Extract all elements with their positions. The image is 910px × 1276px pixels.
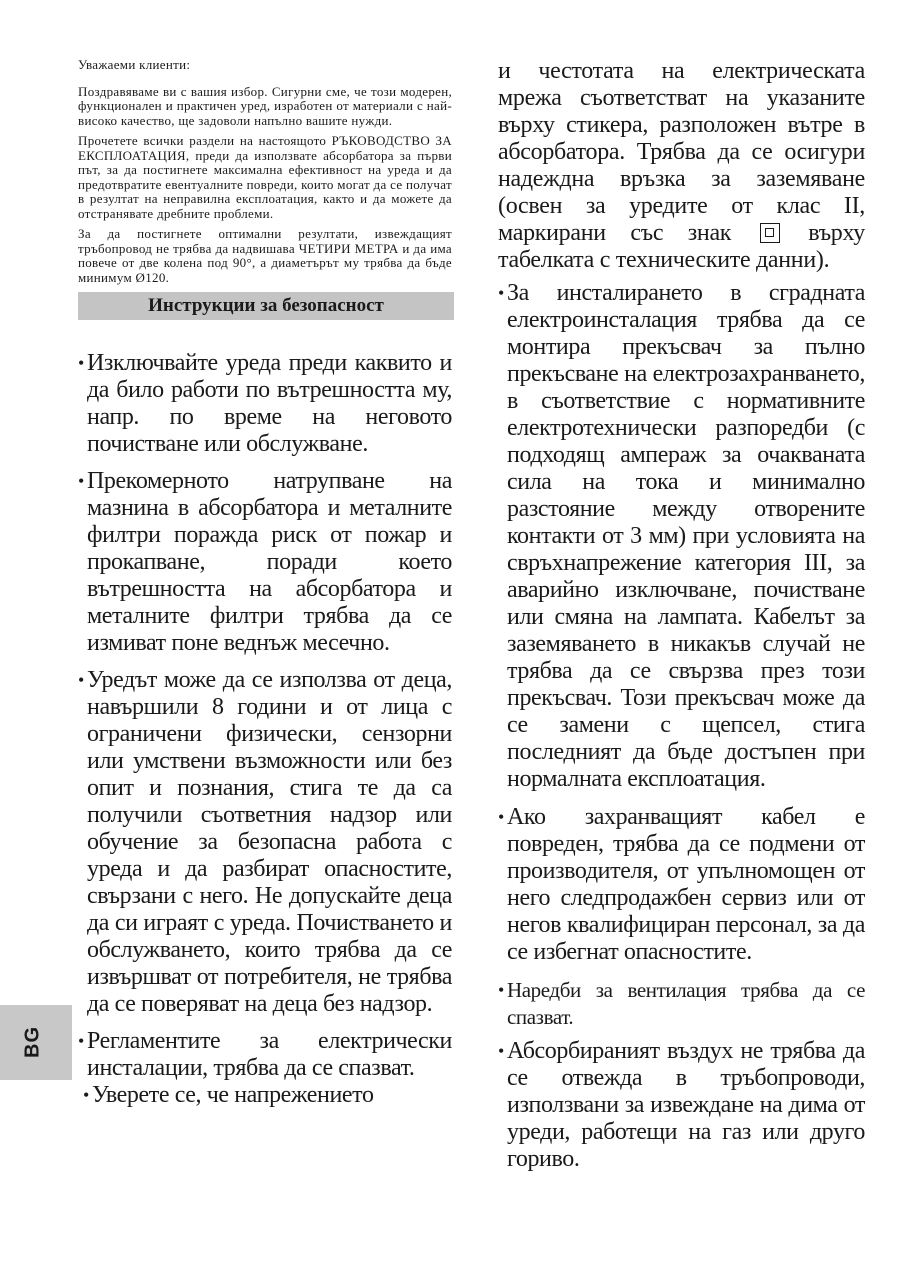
right-column [498, 58, 865, 1184]
bullet-marker: • [78, 670, 84, 690]
language-tab [0, 1005, 72, 1080]
list-item-text: Уредът може да се използва от деца, навършили 8 години и от лица с ограничени физически, сензорни или умствени възможности или без опит и познания, стига те да са получили съответния надзор или обучение за безопасна работа с уреда и да разбират опасностите, свързани с него. Не допускайте деца да си играят с уреда. Почистването и обслужването, които трябва да се извършват от потребителя, не трябва да се поверяват на деца без надзор. [87, 667, 452, 1017]
safety-bullet-list-right [498, 280, 865, 1173]
continued-text-before-symbol: и честотата на електрическата мрежа съответстват на указаните върху стикера, разположен вътре в абсорбатора. Трябва да се осигури надеждна връзка за заземяване (освен за уредите от клас II, маркирани със знак [498, 58, 865, 246]
intro-paragraph-1: Поздравяваме ви с вашия избор. Сигурни сме, че този модерен, функционален и практичен уред, изработен от материали с най-високо качество, ще задоволи напълно вашите нужди. [78, 83, 452, 128]
list-item-text: Наредби за вентилация трябва да се спазват. [507, 978, 865, 1029]
safety-bullet-list-left [78, 350, 452, 1109]
list-item-text: Регламентите за електрически инсталации, трябва да се спазват. [87, 1028, 452, 1081]
bullet-marker: • [498, 980, 504, 1000]
intro-greeting: Уважаеми клиенти: [78, 57, 191, 72]
bullet-marker: • [498, 807, 504, 827]
intro-paragraph-3: За да постигнете оптимални резултати, извеждащият тръбопровод не трябва да надвишава ЧЕТИРИ МЕТРА и да има повече от две колена под 90°, а диаметърът му трябва да бъде минимум Ø120. [78, 226, 452, 285]
list-item [498, 1038, 865, 1173]
list-item [498, 280, 865, 793]
language-tab-label: BG [21, 1026, 44, 1058]
bullet-marker: • [78, 353, 84, 373]
list-item [498, 804, 865, 966]
continued-paragraph [498, 58, 865, 274]
list-item-text: Прекомерното натрупване на мазнина в абсорбатора и металните филтри поражда риск от пожар и прокапване, поради което вътрешността на абсорбатора и металните филтри трябва да се измиват поне веднъж месечно. [87, 468, 452, 656]
double-square-class-ii-icon [760, 223, 780, 243]
left-column [78, 58, 452, 1109]
list-item [78, 468, 452, 657]
list-item-text: Абсорбираният въздух не трябва да се отвежда в тръбопроводи, използвани за извеждане на дима от уреди, работещи на газ или друго гориво. [507, 1038, 865, 1172]
list-item-text: Изключвайте уреда преди каквито и да било работи по вътрешността му, напр. по време на неговото почистване или обслужване. [87, 350, 452, 457]
bullet-marker: • [78, 1031, 84, 1051]
list-item [78, 1028, 452, 1082]
safety-section-title: Инструкции за безопасност [78, 292, 454, 320]
bullet-marker: • [78, 471, 84, 491]
list-item [498, 977, 865, 1031]
list-item [78, 350, 452, 458]
list-item-text: Ако захранващият кабел е повреден, трябва да се подмени от производителя, от упълномощен от него следпродажбен сервиз или от негов квалифициран персонал, за да се избегнат опасностите. [507, 804, 865, 965]
bullet-marker: • [498, 283, 504, 303]
continued-text-after-symbol: върху табелката с техническите данни). [498, 220, 865, 273]
list-item-text: Уверете се, че напрежението [92, 1082, 374, 1108]
bullet-marker: • [498, 1041, 504, 1061]
intro-paragraph-2: Прочетете всички раздели на настоящото РЪКОВОДСТВО ЗА ЕКСПЛОАТАЦИЯ, преди да използвате абсорбатора за първи път, за да постигнете максимална ефективност на уреда и да предотвратите евентуалните повреди, които могат да се получат в резултат на неправилна експлоатация, както и да можете да отстранявате дребните проблеми. [78, 133, 452, 221]
bullet-marker: • [83, 1085, 89, 1105]
list-item [78, 667, 452, 1018]
list-item [78, 1082, 452, 1109]
list-item-text: За инсталирането в сградната електроинсталация трябва да се монтира прекъсвач за пълно прекъсване на електрозахранването, в съответствие с нормативните електротехнически разпоредби (с подходящ ампераж за очакваната сила на тока и минимално разстояние между отворените контакти от 3 мм) при условията на свръхнапрежение категория III, за аварийно изключване, почистване или смяна на лампата. Кабелът за заземяването в никакъв случай не трябва да се свързва през този прекъсвач. Този прекъсвач може да се замени с щепсел, стига последният да бъде достъпен при нормалната експлоатация. [507, 280, 865, 792]
